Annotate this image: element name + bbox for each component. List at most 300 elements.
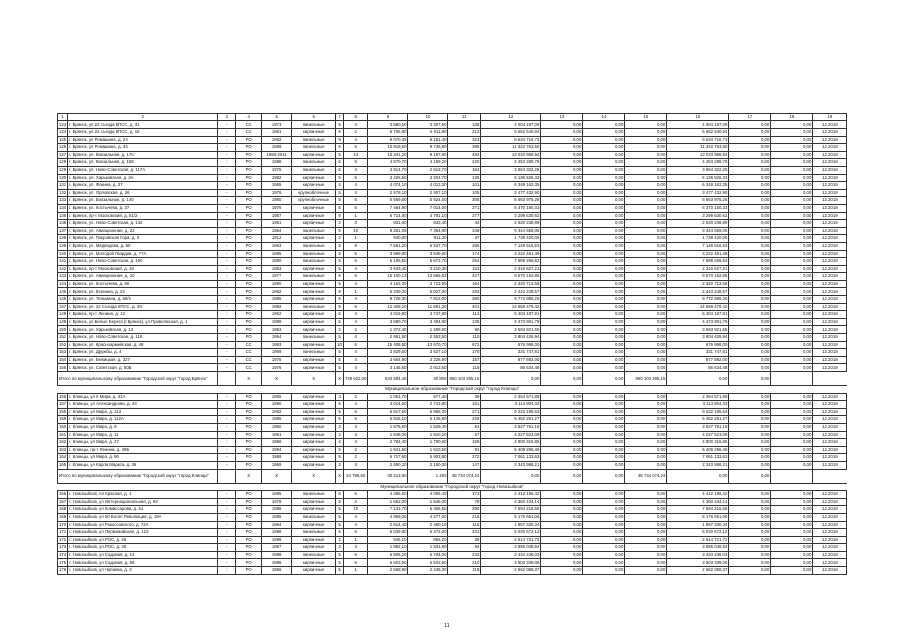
table-cell: 0,00 — [625, 567, 667, 575]
table-cell: 0,00 — [729, 220, 771, 228]
table-cell: 9 — [336, 129, 344, 137]
table-cell: 5 145,80 — [408, 416, 448, 424]
table-cell: РО — [236, 408, 262, 416]
total-cell: 729 622,00 — [343, 372, 368, 386]
table-cell: 877 892,00 — [667, 356, 729, 364]
table-cell: 3 — [336, 431, 344, 439]
table-cell: 1960 — [262, 423, 292, 431]
table-cell: 1976 — [262, 189, 292, 197]
table-cell: 6 — [343, 551, 368, 559]
table-cell: - — [218, 265, 236, 273]
table-cell: 170 — [448, 349, 481, 357]
table-cell: 0,00 — [541, 334, 583, 342]
table-cell: 4 — [343, 334, 368, 342]
total-cell: 0,00 — [667, 372, 729, 386]
table-cell: 5 — [336, 349, 344, 357]
table-cell: 9 634 716,73 — [481, 136, 541, 144]
table-cell: кирпичные — [292, 212, 336, 220]
table-cell: 4 969,00 — [368, 513, 408, 521]
table-cell: 5 714,80 — [368, 212, 408, 220]
table-row — [58, 182, 847, 190]
total-cell: 0,00 — [729, 469, 771, 483]
table-cell: 12.2019 — [813, 506, 847, 514]
table-cell: г. Клинцы, ул II Мира, д. 31А — [68, 393, 218, 401]
table-cell: 3 113 804,33 — [667, 401, 729, 409]
table-cell: 12.2019 — [813, 166, 847, 174]
table-cell: панельные — [292, 159, 336, 167]
table-cell: РО — [236, 393, 262, 401]
table-cell: 0,00 — [729, 423, 771, 431]
column-header: 18 — [771, 114, 813, 121]
table-cell: - — [218, 212, 236, 220]
table-cell: 3 964 322,25 — [481, 166, 541, 174]
table-cell: 0,00 — [771, 567, 813, 575]
table-cell: 210 — [448, 559, 481, 567]
table-cell: 0,00 — [729, 356, 771, 364]
table-cell: панельные — [292, 144, 336, 152]
table-cell: 5 — [336, 250, 344, 258]
table-cell: 135 — [59, 212, 67, 218]
total-cell — [771, 469, 813, 483]
table-cell: 0,00 — [541, 166, 583, 174]
data-table — [57, 113, 847, 575]
table-cell: 142 — [59, 265, 67, 271]
table-cell: 4 016,80 — [368, 311, 408, 319]
table-row — [58, 121, 847, 129]
table-cell: РО — [236, 506, 262, 514]
table-cell: 157 — [448, 356, 481, 364]
table-cell: РО — [236, 334, 262, 342]
table-cell: 5 339,30 — [368, 288, 408, 296]
table-cell: г. Брянск, ул. Костычева, д. 60 — [68, 280, 218, 288]
table-cell: 0,00 — [771, 341, 813, 349]
table-cell: 5 672,70 — [408, 258, 448, 266]
table-cell: РО — [236, 204, 262, 212]
table-cell: 1982 — [262, 288, 292, 296]
table-cell: 0,00 — [729, 349, 771, 357]
table-cell: 4 227 523,09 — [481, 431, 541, 439]
table-cell: 0,00 — [729, 364, 771, 372]
table-cell: - — [218, 439, 236, 447]
table-cell: 0,00 — [541, 559, 583, 567]
table-row — [58, 151, 847, 159]
table-cell: 0,00 — [771, 454, 813, 462]
total-cell: 0,00 — [583, 372, 625, 386]
table-cell: 0,00 — [625, 491, 667, 499]
table-cell: 0,00 — [541, 454, 583, 462]
table-cell: кирпичные — [292, 498, 336, 506]
table-cell: г. Брянск, пр-т Московский, д. 19 — [68, 265, 218, 273]
table-cell: 4 — [343, 265, 368, 273]
table-cell: 12.2019 — [813, 212, 847, 220]
table-cell: 0,00 — [541, 408, 583, 416]
table-cell: панельные — [292, 529, 336, 537]
table-cell: 1985 — [262, 491, 292, 499]
table-cell: 6 663 975,26 — [667, 197, 729, 205]
table-cell: 0,00 — [729, 136, 771, 144]
table-cell: 0,00 — [583, 318, 625, 326]
table-cell: 12.2019 — [813, 258, 847, 266]
table-cell: крупноблочные — [292, 189, 336, 197]
table-cell: РО — [236, 166, 262, 174]
table-cell: кирпичные — [292, 567, 336, 575]
table-cell: 3 222 461,49 — [667, 250, 729, 258]
table-cell: РО — [236, 551, 262, 559]
table-cell: 0,00 — [771, 544, 813, 552]
table-cell: - — [218, 273, 236, 281]
table-cell: 0,00 — [729, 151, 771, 159]
table-cell: 1989 — [262, 318, 292, 326]
table-row — [58, 265, 847, 273]
table-cell: 168 — [59, 506, 67, 512]
table-cell: 4 473 901,79 — [667, 318, 729, 326]
table-cell: 127 — [59, 151, 67, 157]
table-cell: 5 — [336, 529, 344, 537]
table-cell: 3 226,90 — [408, 356, 448, 364]
table-cell: 2 — [343, 393, 368, 401]
column-header: 9 — [368, 114, 408, 121]
table-cell: 945,10 — [368, 536, 408, 544]
table-cell: 3 477 432,90 — [481, 189, 541, 197]
table-cell: 3 885 048,94 — [667, 544, 729, 552]
table-cell: 119 — [448, 567, 481, 575]
table-cell: 1 — [343, 235, 368, 243]
table-cell: 5 — [336, 227, 344, 235]
table-cell: 0,00 — [625, 506, 667, 514]
table-cell: 0,00 — [729, 182, 771, 190]
table-cell: 6 706,90 — [368, 129, 408, 137]
table-cell: 1969 — [262, 349, 292, 357]
table-cell: 0,00 — [771, 431, 813, 439]
table-cell: 144 — [59, 280, 67, 286]
table-cell: 128 — [59, 159, 67, 165]
table-cell: 5 136 526,33 — [481, 174, 541, 182]
table-cell: 1986 — [262, 506, 292, 514]
table-cell: 482 — [448, 151, 481, 159]
table-cell: 5 — [336, 408, 344, 416]
table-cell: 9 — [336, 212, 344, 220]
table-cell: 116 — [448, 364, 481, 372]
table-row — [58, 326, 847, 334]
table-cell: 5 — [336, 491, 344, 499]
table-cell: - — [218, 258, 236, 266]
table-cell: 6 406,50 — [408, 506, 448, 514]
table-cell: 12.2019 — [813, 311, 847, 319]
table-cell: 6 — [343, 408, 368, 416]
table-cell: 2 913,50 — [408, 364, 448, 372]
table-cell: 135 — [448, 318, 481, 326]
table-cell: 0,00 — [583, 235, 625, 243]
table-cell: 3 580,50 — [368, 121, 408, 129]
table-cell: 0,00 — [541, 341, 583, 349]
table-cell: 9 222 195,63 — [481, 408, 541, 416]
table-cell: 676 968,00 — [667, 341, 729, 349]
table-cell: 0,00 — [625, 498, 667, 506]
table-cell: кирпичные — [292, 446, 336, 454]
table-cell: 147 — [448, 461, 481, 469]
table-cell: 331 747,81 — [481, 349, 541, 357]
table-cell: 9 222 195,63 — [667, 408, 729, 416]
table-cell: 0,00 — [625, 446, 667, 454]
table-cell: 6 — [343, 303, 368, 311]
table-cell: 9 — [336, 288, 344, 296]
column-header: 3 — [218, 114, 236, 121]
table-cell: 0,00 — [583, 364, 625, 372]
table-cell: 0,00 — [625, 129, 667, 137]
table-cell: кирпичные — [292, 326, 336, 334]
table-cell: РО — [236, 544, 262, 552]
table-cell: кирпичные — [292, 280, 336, 288]
table-cell: 8 251,05 — [368, 227, 408, 235]
table-cell: 0,00 — [771, 197, 813, 205]
table-cell: 13 670,70 — [408, 341, 448, 349]
table-cell: 0,00 — [541, 318, 583, 326]
table-cell: г. Брянск, ул. Вокзальная, д. 170 — [68, 151, 218, 159]
table-cell: кирпичные — [292, 356, 336, 364]
table-cell: - — [218, 166, 236, 174]
table-row — [58, 431, 847, 439]
table-cell: 0,00 — [541, 551, 583, 559]
table-cell: панельные — [292, 349, 336, 357]
table-cell: - — [218, 220, 236, 228]
table-row — [58, 318, 847, 326]
table-cell: 2 553,50 — [408, 334, 448, 342]
table-cell: 0,00 — [625, 174, 667, 182]
table-cell: 0,00 — [729, 144, 771, 152]
table-cell: 5 — [336, 242, 344, 250]
table-cell: 5 — [336, 311, 344, 319]
table-cell: 0,00 — [541, 567, 583, 575]
table-cell: 0,00 — [729, 559, 771, 567]
table-cell: 6 — [343, 174, 368, 182]
table-cell: г. Брянск, ул Ромашина, д. 34 — [68, 144, 218, 152]
table-cell: 4 453 289,78 — [481, 159, 541, 167]
table-cell: 216 — [448, 513, 481, 521]
table-cell: 12.2019 — [813, 204, 847, 212]
table-cell: 1988 — [262, 529, 292, 537]
table-cell: 3 434 236,03 — [481, 551, 541, 559]
table-cell: 2 620 238,89 — [481, 220, 541, 228]
table-cell: 6 603,50 — [368, 559, 408, 567]
table-cell: 4 277,00 — [408, 513, 448, 521]
table-cell: 1964 — [262, 227, 292, 235]
table-cell: 135 — [448, 174, 481, 182]
column-header: 5 — [262, 114, 292, 121]
table-cell: 2 743,80 — [408, 401, 448, 409]
table-cell: 37 — [448, 235, 481, 243]
table-cell: 12.2019 — [813, 227, 847, 235]
table-cell: 0,00 — [625, 159, 667, 167]
table-cell: 0,00 — [625, 303, 667, 311]
table-cell: 12.2019 — [813, 159, 847, 167]
total-cell: 0,00 — [729, 372, 771, 386]
table-cell: кирпичные — [292, 204, 336, 212]
table-cell: 0,00 — [541, 326, 583, 334]
table-cell: 3 434 236,03 — [667, 551, 729, 559]
table-cell: 0,00 — [729, 303, 771, 311]
table-cell: 4 074,10 — [368, 182, 408, 190]
table-cell: 348 — [448, 227, 481, 235]
table-cell: 0,00 — [729, 326, 771, 334]
section-title: Муниципальное образование "Городской округ "город Новозыбков" — [58, 483, 847, 491]
table-cell: 2 — [336, 536, 344, 544]
table-cell: 129 — [59, 167, 67, 173]
table-cell: 0,00 — [583, 129, 625, 137]
table-cell: 3 593 921,55 — [667, 326, 729, 334]
table-cell: 0,00 — [583, 136, 625, 144]
table-cell: 0,00 — [541, 136, 583, 144]
table-cell: 1982 — [262, 303, 292, 311]
table-body — [58, 114, 847, 575]
table-cell: 0,00 — [771, 151, 813, 159]
table-cell: 0,00 — [625, 364, 667, 372]
table-cell: 0,00 — [541, 220, 583, 228]
table-cell: г. Брянск, ул. Ново-Советская, д. 142 — [68, 220, 218, 228]
table-cell: г. Брянск, ул. 22 Съезда КПСС, д. 39 — [68, 303, 218, 311]
table-cell: 13 033 968,94 — [667, 151, 729, 159]
table-row — [58, 334, 847, 342]
table-cell: 0,00 — [541, 159, 583, 167]
table-cell: г. Новозыбков, ул Рокоссовского, д. 72А — [68, 521, 218, 529]
table-cell: 401 — [448, 303, 481, 311]
table-cell: РО — [236, 288, 262, 296]
table-cell: 1962 — [262, 311, 292, 319]
table-cell: 0,00 — [583, 204, 625, 212]
table-cell: 12.2019 — [813, 393, 847, 401]
total-cell: X — [262, 372, 292, 386]
table-cell: 0,00 — [729, 280, 771, 288]
table-cell: 0,00 — [541, 280, 583, 288]
table-cell: 2 614 721,72 — [481, 536, 541, 544]
table-cell: 0,00 — [625, 235, 667, 243]
table-row — [58, 220, 847, 228]
table-cell: 0,00 — [771, 439, 813, 447]
table-cell: 0,00 — [771, 559, 813, 567]
table-cell: 12.2019 — [813, 431, 847, 439]
table-cell: РО — [236, 189, 262, 197]
table-cell: - — [218, 498, 236, 506]
table-cell: г. Брянск, ул. Тельмана, д. 68/1 — [68, 296, 218, 304]
column-header: 16 — [667, 114, 729, 121]
table-cell: 1912 — [262, 235, 292, 243]
table-cell: 4 781,10 — [408, 212, 448, 220]
table-cell: 4 360 434,14 — [481, 498, 541, 506]
table-cell: 5 — [336, 166, 344, 174]
table-cell: 5 030 672,12 — [481, 529, 541, 537]
table-cell: 3 503 339,06 — [481, 559, 541, 567]
table-cell: 5 662 540,84 — [667, 129, 729, 137]
table-cell: 12.2019 — [813, 182, 847, 190]
table-cell: 1980 — [262, 280, 292, 288]
table-cell: 165 — [59, 462, 67, 468]
table-cell: 154 — [448, 280, 481, 288]
table-cell: 1 — [343, 567, 368, 575]
table-cell: 101 — [448, 182, 481, 190]
table-cell: 3 829,50 — [368, 349, 408, 357]
table-cell: - — [218, 129, 236, 137]
table-row — [58, 258, 847, 266]
table-cell: 0,00 — [583, 559, 625, 567]
table-cell: 3 804 426,94 — [667, 334, 729, 342]
table-cell: 0,00 — [771, 393, 813, 401]
table-cell: 0,00 — [625, 318, 667, 326]
table-cell: 0,00 — [729, 250, 771, 258]
table-cell: - — [218, 408, 236, 416]
table-cell: 1986 — [262, 536, 292, 544]
table-cell: 3 — [336, 544, 344, 552]
table-cell: РО — [236, 273, 262, 281]
table-cell: 10 — [337, 341, 342, 347]
table-cell: 15 408,50 — [368, 341, 408, 349]
table-cell: 3 210,30 — [408, 265, 448, 273]
table-cell: 12.2019 — [813, 326, 847, 334]
table-cell: 2 364 571,88 — [667, 393, 729, 401]
table-cell: 1980 — [262, 258, 292, 266]
table-cell: 157 — [59, 401, 67, 407]
table-cell: 0,00 — [625, 393, 667, 401]
table-cell: РО — [236, 174, 262, 182]
table-cell: 2 150,00 — [408, 461, 448, 469]
table-cell: 138 — [448, 121, 481, 129]
table-cell: 3 593 921,55 — [481, 326, 541, 334]
table-cell: крупноблочные — [292, 197, 336, 205]
table-cell: РО — [236, 250, 262, 258]
table-cell: 0,00 — [771, 296, 813, 304]
total-cell — [218, 372, 236, 386]
table-row — [58, 491, 847, 499]
table-cell: 0,00 — [771, 521, 813, 529]
table-cell: РО — [236, 212, 262, 220]
table-cell: 6 349 162,35 — [667, 182, 729, 190]
table-cell: 1985 — [262, 513, 292, 521]
table-cell: г. Новозыбков, ул Интернациональная, д. 92 — [68, 498, 218, 506]
table-cell: 5 — [336, 498, 344, 506]
table-cell: 5 404 187,81 — [667, 311, 729, 319]
table-cell: РО — [236, 536, 262, 544]
table-cell: 0,00 — [729, 506, 771, 514]
table-cell: 14 659 479,42 — [667, 303, 729, 311]
table-cell: 0,00 — [771, 273, 813, 281]
table-cell: 5 176 651,06 — [481, 513, 541, 521]
table-cell: 4 — [343, 121, 368, 129]
table-cell: г. Брянск, пр-т Ленина, д. 12 — [68, 311, 218, 319]
table-cell: 0,00 — [541, 393, 583, 401]
table-cell: 125 — [59, 136, 67, 142]
table-cell: 5 404 187,81 — [481, 311, 541, 319]
table-cell: 0,00 — [771, 513, 813, 521]
table-cell: 0,00 — [541, 227, 583, 235]
table-cell: 145 — [59, 288, 67, 294]
table-cell: г. Новозыбков, пл Красная, д. 1 — [68, 491, 218, 499]
table-cell: 163 — [59, 446, 67, 452]
table-cell: РО — [236, 454, 262, 462]
table-cell: - — [218, 393, 236, 401]
table-cell: 0,00 — [729, 204, 771, 212]
table-cell: 4 — [343, 521, 368, 529]
table-cell: г. Брянск, ул. Ново-Советская, д. 118 — [68, 334, 218, 342]
table-cell: 0,00 — [541, 235, 583, 243]
table-cell: 2 668,90 — [368, 567, 408, 575]
table-cell: 6 — [343, 144, 368, 152]
table-cell: 12.2019 — [813, 567, 847, 575]
table-cell: 0,00 — [583, 334, 625, 342]
table-row — [58, 506, 847, 514]
table-cell: - — [218, 303, 236, 311]
table-row — [58, 250, 847, 258]
table-cell: 0,00 — [583, 212, 625, 220]
table-cell: - — [218, 401, 236, 409]
table-cell: 0,00 — [771, 235, 813, 243]
